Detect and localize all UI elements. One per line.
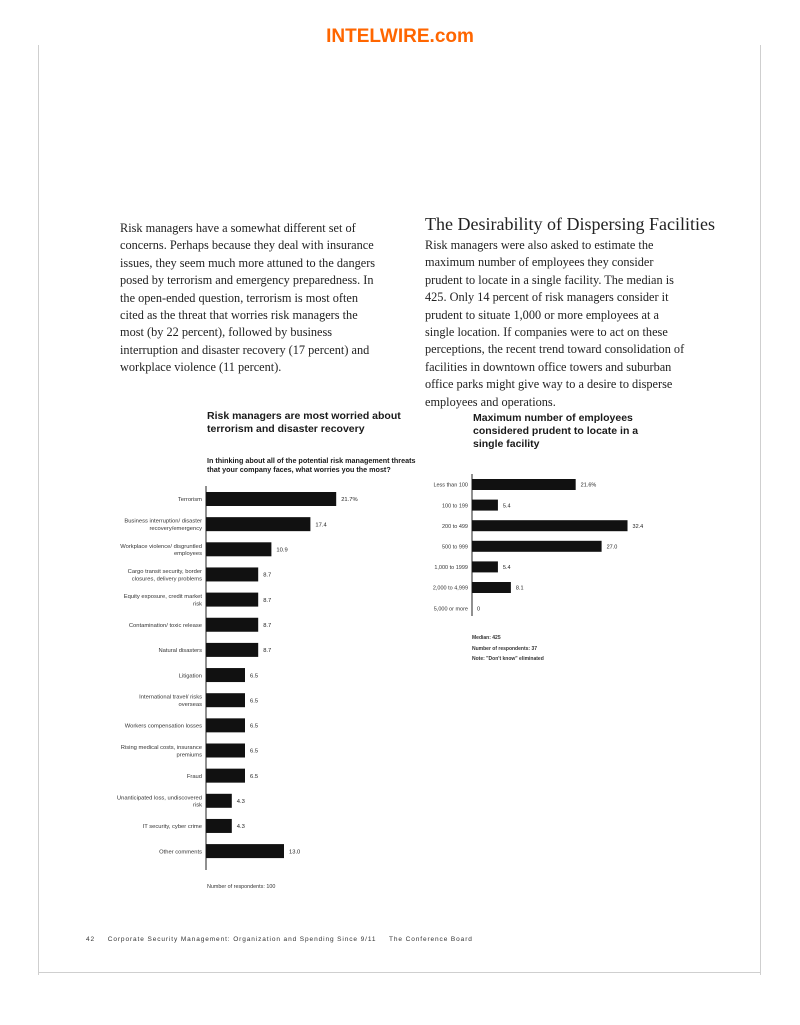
chart2-bar-5 <box>472 582 511 593</box>
chart1-footnote: Number of respondents: 100 <box>207 884 276 890</box>
chart1-value-label-8: 6.5 <box>250 698 259 705</box>
bottom-page-rule <box>38 972 760 973</box>
chart2-value-label-2: 32.4 <box>632 523 644 530</box>
chart1-value-label-11: 6.5 <box>250 773 259 780</box>
chart1-category-label-7: Litigation <box>178 673 202 680</box>
chart2-category-label-6: 5,000 or more <box>433 606 468 613</box>
chart2-bar-2 <box>472 520 628 531</box>
chart1-category-label-12: Unanticipated loss, undiscovered risk <box>116 795 202 809</box>
chart1-bar-13 <box>206 819 232 833</box>
chart2-value-label-5: 8.1 <box>515 585 524 592</box>
chart1-value-label-12: 4.3 <box>236 799 245 805</box>
left-paragraph: Risk managers have a somewhat different set of concerns. Perhaps because they deal with insurance issues, they seem much more attuned to the dangers posed by terrorism and emergency preparedness. In the open-ended question, terrorism is most often cited as the threat that worries risk managers the most (by 22 percent), followed by business interruption and disaster recovery (17 percent) and workplace violence (11 percent). <box>120 221 376 375</box>
chart1-bar-1 <box>206 517 310 531</box>
chart1-question: In thinking about all of the potential risk management threats that your company faces, what worries you the most? <box>207 456 416 475</box>
chart1-value-label-7: 6.5 <box>250 673 259 680</box>
chart1-category-label-10: Rising medical costs, insurance premiums <box>120 745 202 759</box>
right-page-rule <box>760 45 761 975</box>
chart2-bar-3 <box>472 541 602 552</box>
chart1-category-label-4: Equity exposure, credit market risk <box>123 594 202 608</box>
chart1-category-label-0: Terrorism <box>177 497 202 504</box>
footer <box>86 936 483 943</box>
chart2-median: Median: 425 <box>472 635 501 641</box>
chart2-category-label-4: 1,000 to 1999 <box>434 565 468 572</box>
left-page-rule <box>38 45 39 975</box>
chart2-bar-4 <box>472 561 498 572</box>
chart1-bar-4 <box>206 593 258 607</box>
right-paragraph: Risk managers were also asked to estimate the maximum number of employees they consider prudent to locate in a single facility. The median is 425. Only 14 percent of risk managers consider it prudent to situate 1,000 or more employees at a single location. If companies were to act on these perceptions, the recent trend toward consolidation of facilities in downtown office towers and suburban office parks might give way to a desire to disperse employees and operations. <box>425 238 685 409</box>
footer-page-number: 42 <box>86 936 96 943</box>
chart1-bar-9 <box>206 718 245 732</box>
chart1-value-label-0: 21.7% <box>341 497 358 504</box>
chart1-bar-12 <box>206 794 232 808</box>
chart1-category-label-8: International travel/ risks overseas <box>139 694 202 709</box>
chart1-category-label-9: Workers compensation losses <box>124 723 202 730</box>
chart1-value-label-10: 6.5 <box>250 748 259 755</box>
chart1-category-label-5: Contamination/ toxic release <box>128 622 202 629</box>
chart2-respondents: Number of respondents: 37 <box>472 645 538 652</box>
chart1-value-label-14: 13.0 <box>289 849 301 856</box>
chart1-category-label-2: Workplace violence/ disgruntled employees <box>120 543 202 558</box>
chart1-value-label-6: 8.7 <box>263 648 272 655</box>
chart2-svg <box>400 474 644 616</box>
chart1-bar-10 <box>206 744 245 758</box>
chart1-title: Risk managers are most worried about terrorism and disaster recovery <box>207 410 401 435</box>
chart1-bar-14 <box>206 844 284 858</box>
chart1-value-label-13: 4.3 <box>236 824 245 831</box>
chart2-notes <box>472 633 544 665</box>
chart2-value-label-0: 21.6% <box>580 482 597 489</box>
watermark-title: INTELWIRE.com <box>326 26 474 47</box>
chart1-value-label-1: 17.4 <box>315 522 327 529</box>
chart2-category-label-3: 500 to 999 <box>442 544 468 551</box>
chart1-bar-8 <box>206 693 245 707</box>
chart2-category-label-0: Less than 100 <box>433 482 468 489</box>
chart1-svg <box>80 486 400 870</box>
chart2-value-label-4: 5.4 <box>502 565 511 572</box>
chart1-value-label-2: 10.9 <box>276 547 288 554</box>
chart1-category-label-3: Cargo transit security, border closures, delivery problems <box>127 568 202 583</box>
chart1-category-label-11: Fraud <box>186 773 202 780</box>
chart2-category-label-5: 2,000 to 4,999 <box>432 585 468 592</box>
chart2-category-label-1: 100 to 199 <box>442 503 468 510</box>
chart1-value-label-5: 8.7 <box>263 622 272 629</box>
chart1-category-label-6: Natural disasters <box>158 648 202 655</box>
section-heading: The Desirability of Dispersing Facilities <box>425 214 715 234</box>
footer-publication: Corporate Security Management: Organization and Spending Since 9/11 <box>107 936 377 943</box>
chart2-value-label-1: 5.4 <box>502 503 511 510</box>
chart1-category-label-1: Business interruption/ disaster recovery/emergency <box>124 518 202 533</box>
chart1-category-label-13: IT security, cyber crime <box>142 824 202 831</box>
chart2-note: Note: "Don't know" eliminated <box>472 656 544 662</box>
chart2-bar-0 <box>472 479 576 490</box>
chart1-bar-0 <box>206 492 336 506</box>
chart1-value-label-3: 8.7 <box>263 572 272 579</box>
chart1-bar-11 <box>206 769 245 783</box>
chart1-bar-6 <box>206 643 258 657</box>
chart1-bar-3 <box>206 567 258 581</box>
chart1-value-label-9: 6.5 <box>250 723 259 730</box>
chart1-bar-2 <box>206 542 271 556</box>
chart2-title: Maximum number of employees considered prudent to locate in a single facility <box>473 412 639 450</box>
chart1-bar-7 <box>206 668 245 682</box>
chart1-value-label-4: 8.7 <box>263 597 272 604</box>
chart2-category-label-2: 200 to 499 <box>442 523 468 530</box>
chart2-value-label-3: 27.0 <box>606 544 618 551</box>
chart1-bar-5 <box>206 618 258 632</box>
chart2-bar-1 <box>472 500 498 511</box>
chart2-value-label-6: 0 <box>477 606 481 613</box>
footer-publisher: The Conference Board <box>389 936 473 943</box>
chart1-category-label-14: Other comments <box>159 849 202 856</box>
